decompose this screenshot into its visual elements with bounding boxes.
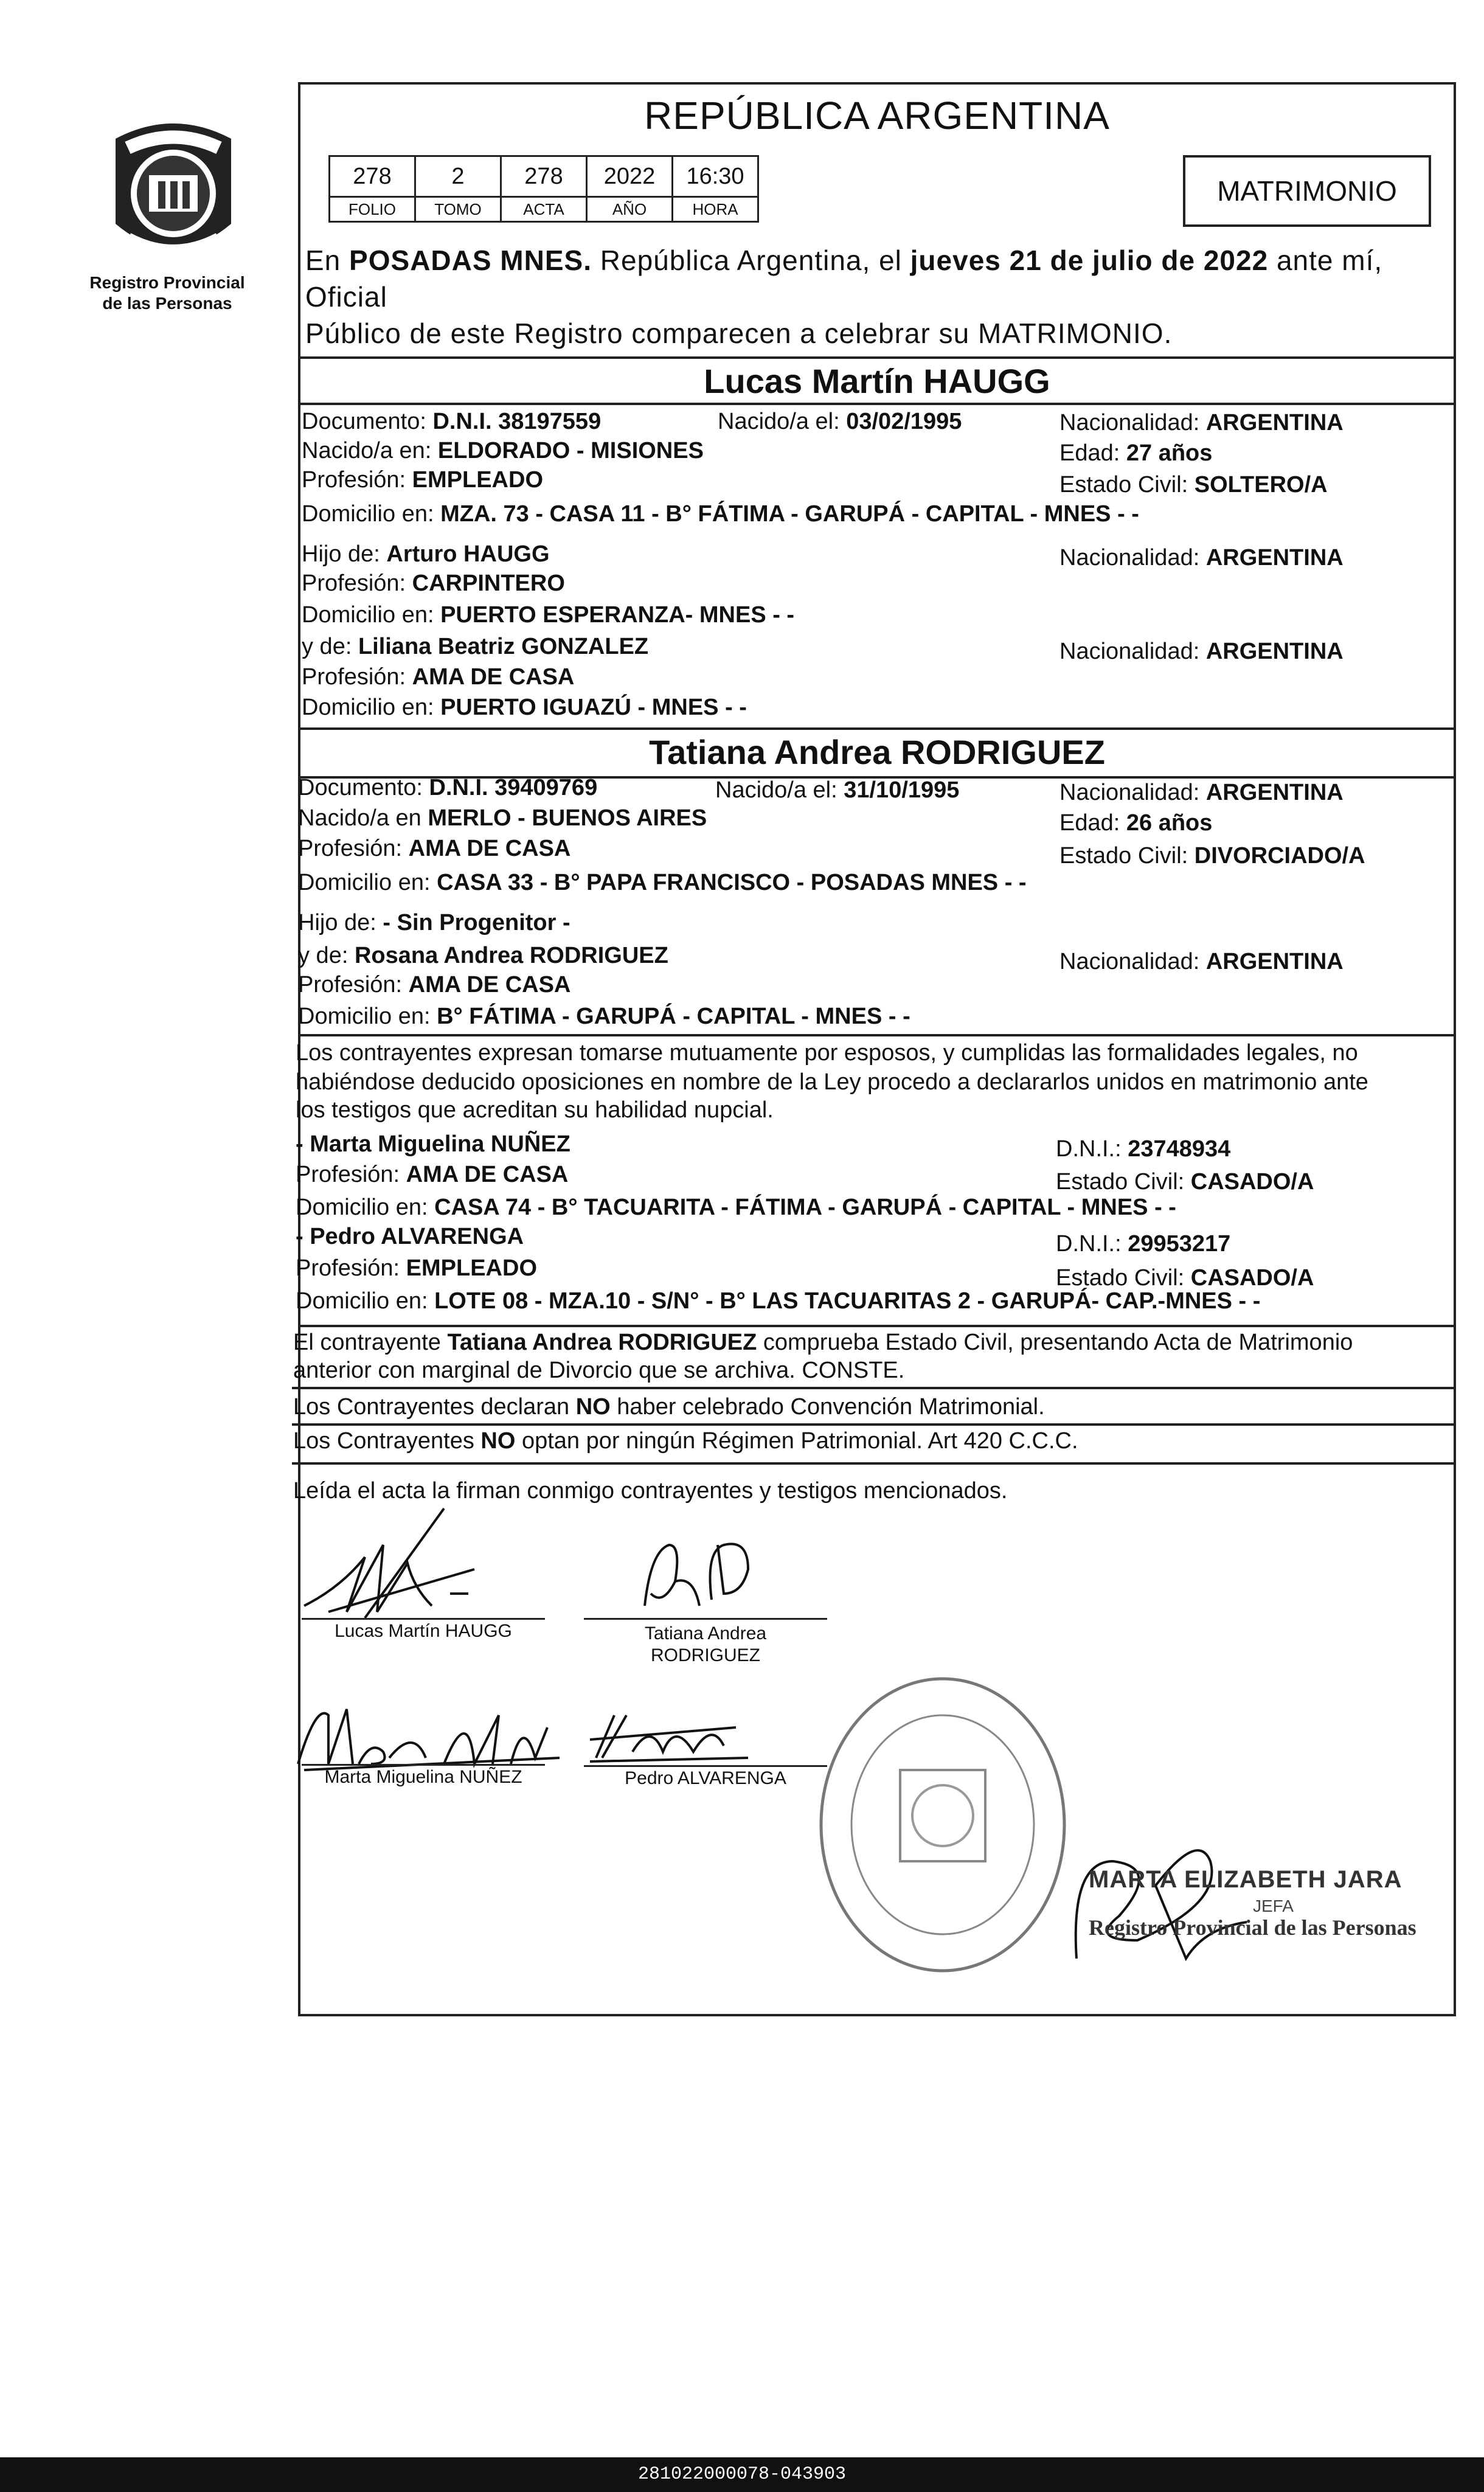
divider xyxy=(292,1423,1456,1426)
closing-statement: Leída el acta la firman conmigo contrayentes y testigos mencionados. xyxy=(293,1478,1008,1504)
bride-signature-name xyxy=(584,1623,827,1667)
bride-signature-line xyxy=(584,1618,827,1620)
bride-signature-name-line-2: RODRIGUEZ xyxy=(651,1645,760,1665)
groom-edad: Edad: 27 años xyxy=(1059,440,1213,466)
hora-value: 16:30 xyxy=(673,156,758,197)
registry-table xyxy=(328,155,759,223)
witness-1-signature-name: Marta Miguelina NUÑEZ xyxy=(324,1767,522,1787)
groom-estado-civil: Estado Civil: SOLTERO/A xyxy=(1059,472,1328,498)
groom-mother-nacionalidad: Nacionalidad: ARGENTINA xyxy=(1059,639,1344,664)
bride-nacido-en: Nacido/a en MERLO - BUENOS AIRES xyxy=(298,805,707,831)
hora-label: HORA xyxy=(673,197,758,222)
document-code-bar: 281022000078-043903 xyxy=(0,2457,1484,2492)
bride-domicilio: Domicilio en: CASA 33 - B° PAPA FRANCISCO - POSADAS MNES - - xyxy=(298,870,1027,895)
groom-domicilio: Domicilio en: MZA. 73 - CASA 11 - B° FÁTIMA - GARUPÁ - CAPITAL - MNES - - xyxy=(302,501,1139,527)
declaration-line-2: habiéndose deducido oposiciones en nombre de la Ley procedo a declararlos unidos en matrimonio ante xyxy=(296,1069,1368,1095)
witness-2-domicilio: Domicilio en: LOTE 08 - MZA.10 - S/N° - B° LAS TACUARITAS 2 - GARUPÁ- CAP.-MNES - - xyxy=(296,1288,1261,1314)
note-divorce-line-1: El contrayente Tatiana Andrea RODRIGUEZ comprueba Estado Civil, presentando Acta de Matrimonio xyxy=(293,1330,1353,1355)
anio-label: AÑO xyxy=(587,197,673,222)
official-name: MARTA ELIZABETH JARA xyxy=(1089,1866,1403,1893)
intro-date: jueves 21 de julio de 2022 xyxy=(910,245,1269,276)
bride-mother-nacionalidad: Nacionalidad: ARGENTINA xyxy=(1059,949,1344,974)
witness-1-dni: D.N.I.: 23748934 xyxy=(1056,1136,1231,1162)
witness-2-dni: D.N.I.: 29953217 xyxy=(1056,1231,1231,1257)
divider xyxy=(298,1325,1456,1327)
intro-text-2: República Argentina, el xyxy=(592,245,910,276)
bride-edad: Edad: 26 años xyxy=(1059,810,1213,836)
bride-signature xyxy=(633,1527,772,1618)
intro-line-2: Público de este Registro comparecen a celebrar su MATRIMONIO. xyxy=(305,318,1173,349)
document-title: REPÚBLICA ARGENTINA xyxy=(644,94,1110,137)
folio-label: FOLIO xyxy=(330,197,415,222)
bride-signature-name-line-1: Tatiana Andrea xyxy=(644,1623,767,1643)
groom-profesion: Profesión: EMPLEADO xyxy=(302,467,544,493)
groom-nacido-el: Nacido/a el: 03/02/1995 xyxy=(718,409,962,434)
divider xyxy=(298,727,1456,730)
witness-2-signature xyxy=(578,1703,760,1770)
anio-value: 2022 xyxy=(587,156,673,197)
acta-value: 278 xyxy=(501,156,587,197)
certificate-type-box: MATRIMONIO xyxy=(1183,155,1431,227)
groom-father-domicilio: Domicilio en: PUERTO ESPERANZA- MNES - - xyxy=(302,602,795,628)
declaration-line-3: los testigos que acreditan su habilidad nupcial. xyxy=(296,1097,774,1123)
intro-text-3: ante mí, Oficial xyxy=(305,245,1383,313)
witness-1-profesion: Profesión: AMA DE CASA xyxy=(296,1162,569,1187)
groom-mother: y de: Liliana Beatriz GONZALEZ xyxy=(302,634,649,659)
groom-signature-line xyxy=(302,1618,545,1620)
tomo-label: TOMO xyxy=(415,197,501,222)
witness-1-name: - Marta Miguelina NUÑEZ xyxy=(296,1131,570,1157)
bride-documento: Documento: D.N.I. 39409769 xyxy=(298,775,598,800)
groom-documento: Documento: D.N.I. 38197559 xyxy=(302,409,602,434)
intro-paragraph xyxy=(305,242,1449,352)
registry-seal-logo xyxy=(91,114,255,272)
note-divorce-line-2: anterior con marginal de Divorcio que se archiva. CONSTE. xyxy=(293,1358,905,1383)
groom-father-nacionalidad: Nacionalidad: ARGENTINA xyxy=(1059,545,1344,571)
official-stamp xyxy=(809,1667,1077,1986)
divider xyxy=(292,1387,1456,1389)
declaration-line-1: Los contrayentes expresan tomarse mutuamente por esposos, y cumplidas las formalidades legales, no xyxy=(296,1040,1358,1066)
groom-nacionalidad: Nacionalidad: ARGENTINA xyxy=(1059,410,1344,436)
note-regimen: Los Contrayentes NO optan por ningún Régimen Patrimonial. Art 420 C.C.C. xyxy=(293,1428,1078,1454)
bride-mother: y de: Rosana Andrea RODRIGUEZ xyxy=(298,943,668,968)
tomo-value: 2 xyxy=(415,156,501,197)
logo-caption xyxy=(67,272,268,314)
logo-caption-line-2: de las Personas xyxy=(102,294,232,313)
official-signature xyxy=(1064,1837,1283,1986)
witness-1-domicilio: Domicilio en: CASA 74 - B° TACUARITA - FÁTIMA - GARUPÁ - CAPITAL - MNES - - xyxy=(296,1195,1176,1220)
bride-mother-profesion: Profesión: AMA DE CASA xyxy=(298,972,571,998)
witness-1-signature-line xyxy=(302,1764,545,1766)
bride-profesion: Profesión: AMA DE CASA xyxy=(298,836,571,861)
groom-father: Hijo de: Arturo HAUGG xyxy=(302,541,550,567)
divider xyxy=(298,403,1456,405)
groom-signature xyxy=(292,1484,547,1630)
note-convention: Los Contrayentes declaran NO haber celebrado Convención Matrimonial. xyxy=(293,1394,1045,1420)
bride-nacionalidad: Nacionalidad: ARGENTINA xyxy=(1059,780,1344,805)
bride-nacido-el: Nacido/a el: 31/10/1995 xyxy=(715,777,960,803)
divider xyxy=(292,1462,1456,1465)
witness-2-signature-name: Pedro ALVARENGA xyxy=(625,1768,786,1788)
official-office: Registro Provincial de las Personas xyxy=(1089,1915,1416,1940)
intro-text-1: En xyxy=(305,245,350,276)
groom-mother-profesion: Profesión: AMA DE CASA xyxy=(302,664,575,690)
witness-1-estado-civil: Estado Civil: CASADO/A xyxy=(1056,1169,1314,1195)
groom-signature-name: Lucas Martín HAUGG xyxy=(335,1621,512,1641)
witness-2-profesion: Profesión: EMPLEADO xyxy=(296,1255,538,1281)
witness-2-estado-civil: Estado Civil: CASADO/A xyxy=(1056,1265,1314,1291)
bride-estado-civil: Estado Civil: DIVORCIADO/A xyxy=(1059,843,1365,869)
folio-value: 278 xyxy=(330,156,415,197)
witness-2-name: - Pedro ALVARENGA xyxy=(296,1224,524,1249)
groom-mother-domicilio: Domicilio en: PUERTO IGUAZÚ - MNES - - xyxy=(302,695,747,720)
bride-father: Hijo de: - Sin Progenitor - xyxy=(298,910,570,935)
groom-name-heading: Lucas Martín HAUGG xyxy=(704,362,1050,400)
divider xyxy=(298,1034,1456,1036)
groom-nacido-en: Nacido/a en: ELDORADO - MISIONES xyxy=(302,438,704,463)
official-role: JEFA xyxy=(1253,1897,1294,1915)
divider xyxy=(298,356,1456,359)
groom-father-profesion: Profesión: CARPINTERO xyxy=(302,571,565,596)
bride-mother-domicilio: Domicilio en: B° FÁTIMA - GARUPÁ - CAPITAL - MNES - - xyxy=(298,1004,910,1029)
logo-caption-line-1: Registro Provincial xyxy=(89,273,245,292)
acta-label: ACTA xyxy=(501,197,587,222)
intro-city: POSADAS MNES. xyxy=(349,245,592,276)
bride-name-heading: Tatiana Andrea RODRIGUEZ xyxy=(649,733,1105,771)
witness-2-signature-line xyxy=(584,1765,827,1767)
